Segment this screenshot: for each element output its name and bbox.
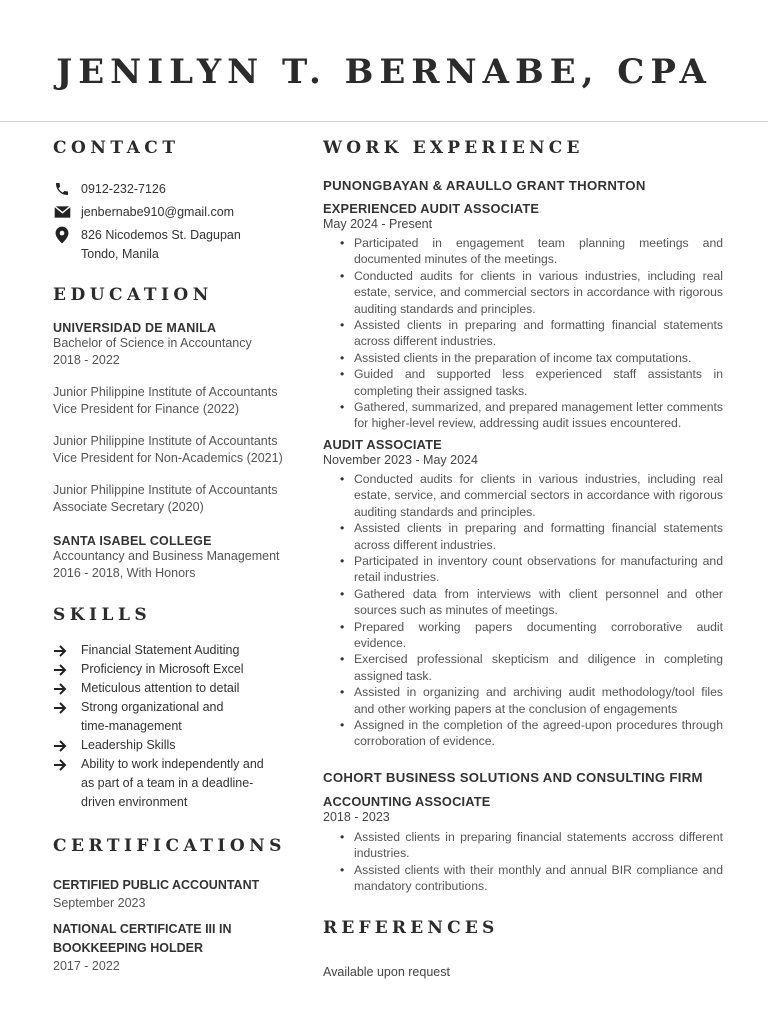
job-duties-list bbox=[337, 235, 723, 432]
duty-item: • Prepared working papers documenting corroborative audit evidence. bbox=[337, 619, 723, 652]
job-dates: November 2023 - May 2024 bbox=[323, 452, 478, 467]
arrow-right-icon bbox=[53, 755, 71, 774]
cert-name: NATIONAL CERTIFICATE III IN BOOKKEEPING HOLDER bbox=[53, 921, 232, 955]
contact-phone bbox=[53, 180, 303, 199]
cert-entry-1 bbox=[53, 876, 303, 912]
right-column bbox=[323, 138, 723, 981]
contact-email bbox=[53, 203, 303, 222]
duty-item: • Assisted clients in the preparation of income tax computations. bbox=[337, 350, 723, 366]
duty-item: • Assigned in the completion of the agreed-upon procedures through corroboration of evidence. bbox=[337, 717, 723, 750]
job-dates: May 2024 - Present bbox=[323, 217, 433, 231]
education-entry-1 bbox=[53, 321, 303, 368]
skill-item bbox=[53, 698, 303, 736]
arrow-right-icon bbox=[53, 641, 71, 660]
education-heading: EDUCATION bbox=[53, 285, 213, 305]
org-entry-3 bbox=[53, 482, 303, 515]
org-position: Vice President for Finance (2022) bbox=[53, 401, 239, 416]
job-duties-list bbox=[337, 471, 723, 750]
job-dates: 2018 - 2023 bbox=[323, 809, 390, 824]
org-position: Associate Secretary (2020) bbox=[53, 499, 204, 514]
email-address: jenbernabe910@gmail.com bbox=[81, 205, 235, 219]
arrow-right-icon bbox=[53, 679, 71, 698]
duty-item: • Participated in inventory count observations for manufacturing and retail industries. bbox=[337, 553, 723, 586]
duty-item: • Conducted audits for clients in various industries, including real estate, service, and commercial sectors in accordance with rigorous auditing standards and principles. bbox=[337, 471, 723, 520]
skill-text: Ability to work independently and as part of a team in a deadline- driven environment bbox=[81, 757, 264, 809]
duty-item: • Participated in engagement team planning meetings and documented minutes of the meetings. bbox=[337, 235, 723, 268]
degree: Bachelor of Science in Accountancy bbox=[53, 336, 252, 350]
school-name: UNIVERSIDAD DE MANILA bbox=[53, 321, 217, 335]
school-name: SANTA ISABEL COLLEGE bbox=[53, 534, 212, 548]
job-title: EXPERIENCED AUDIT ASSOCIATE bbox=[323, 201, 540, 216]
skill-item bbox=[53, 660, 303, 679]
header-divider bbox=[0, 121, 768, 122]
skill-text: Financial Statement Auditing bbox=[81, 643, 240, 657]
references-text: Available upon request bbox=[323, 965, 450, 980]
arrow-right-icon bbox=[53, 660, 71, 679]
company-name: COHORT BUSINESS SOLUTIONS AND CONSULTING FIRM bbox=[323, 769, 703, 785]
school-years: 2016 - 2018, With Honors bbox=[53, 565, 196, 580]
cert-name: CERTIFIED PUBLIC ACCOUNTANT bbox=[53, 878, 260, 892]
job-title: AUDIT ASSOCIATE bbox=[323, 436, 442, 452]
skill-text: Strong organizational and time-management bbox=[81, 700, 224, 733]
cert-date: 2017 - 2022 bbox=[53, 958, 120, 973]
skill-item bbox=[53, 755, 303, 812]
org-entry-1 bbox=[53, 384, 303, 417]
duty-item: • Assisted in organizing and archiving audit methodology/tool files and other working papers at the conclusion of engagements bbox=[337, 684, 723, 717]
map-pin-icon bbox=[53, 226, 71, 244]
degree: Accountancy and Business Management bbox=[53, 549, 280, 563]
arrow-right-icon bbox=[53, 698, 71, 717]
skill-item bbox=[53, 736, 303, 755]
skill-item bbox=[53, 679, 303, 698]
org-position: Vice President for Non-Academics (2021) bbox=[53, 450, 283, 465]
skill-text: Leadership Skills bbox=[81, 738, 176, 752]
duty-item: • Gathered, summarized, and prepared management letter comments for higher-level review, addressing audit issues encountered. bbox=[337, 399, 723, 432]
work-experience-heading: WORK EXPERIENCE bbox=[323, 138, 584, 158]
job-duties-list bbox=[337, 829, 723, 895]
contact-address bbox=[53, 226, 303, 264]
duty-item: • Assisted clients in preparing and formatting financial statements across different industries. bbox=[337, 317, 723, 350]
duty-item: • Assisted clients in preparing and formatting financial statements across different industries. bbox=[337, 520, 723, 553]
phone-icon bbox=[53, 180, 71, 198]
cert-date: September 2023 bbox=[53, 896, 146, 910]
job-title: ACCOUNTING ASSOCIATE bbox=[323, 793, 491, 809]
duty-item: • Conducted audits for clients in various industries, including real estate, service, and commercial sectors in accordance with rigorous auditing standards and principles. bbox=[337, 268, 723, 317]
skills-list bbox=[53, 641, 303, 812]
cert-entry-2 bbox=[53, 920, 303, 975]
skill-text: Meticulous attention to detail bbox=[81, 681, 240, 695]
resume-name: JENILYN T. BERNABE, CPA bbox=[56, 52, 712, 92]
education-entry-2 bbox=[53, 534, 303, 581]
company-name: PUNONGBAYAN & ARAULLO GRANT THORNTON bbox=[323, 178, 646, 193]
duty-item: • Assisted clients in preparing financial statements accross different industries. bbox=[337, 829, 723, 862]
school-years: 2018 - 2022 bbox=[53, 352, 120, 367]
arrow-right-icon bbox=[53, 736, 71, 755]
home-address: 826 Nicodemos St. Dagupan Tondo, Manila bbox=[81, 228, 241, 261]
org-entry-2 bbox=[53, 433, 303, 466]
org-name: Junior Philippine Institute of Accountants bbox=[53, 434, 278, 448]
duty-item: • Gathered data from interviews with client personnel and other sources such as minutes of meetings. bbox=[337, 586, 723, 619]
skill-item bbox=[53, 641, 303, 660]
duty-item: • Exercised professional skepticism and diligence in completing assigned task. bbox=[337, 651, 723, 684]
certifications-heading: CERTIFICATIONS bbox=[53, 836, 286, 856]
contact-heading: CONTACT bbox=[53, 138, 180, 158]
org-name: Junior Philippine Institute of Accountants bbox=[53, 483, 278, 497]
envelope-icon bbox=[53, 203, 71, 221]
skills-heading: SKILLS bbox=[53, 605, 152, 625]
left-column bbox=[53, 138, 303, 974]
references-heading: REFERENCES bbox=[323, 918, 499, 939]
duty-item: • Assisted clients with their monthly and annual BIR compliance and mandatory contributions. bbox=[337, 862, 723, 895]
skill-text: Proficiency in Microsoft Excel bbox=[81, 662, 244, 676]
org-name: Junior Philippine Institute of Accountants bbox=[53, 385, 278, 399]
contact-list bbox=[53, 180, 303, 264]
duty-item: • Guided and supported less experienced staff assistants in completing their assigned tasks. bbox=[337, 366, 723, 399]
phone-number: 0912-232-7126 bbox=[81, 182, 166, 196]
